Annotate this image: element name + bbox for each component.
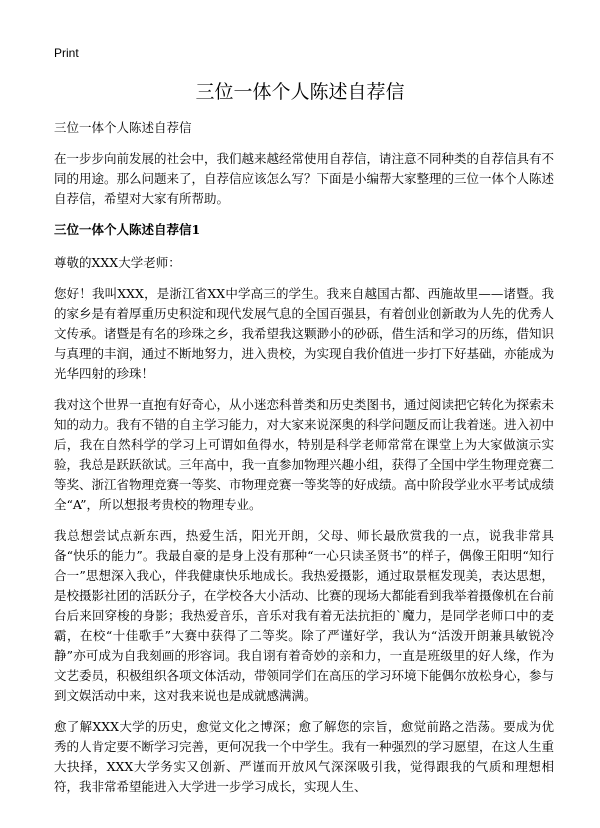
body-paragraph: 我对这个世界一直抱有好奇心，从小迷恋科普类和历史类图书，通过阅读把它转化为探索未知的动力。我有不错的自主学习能力，对大家来说深奥的科学问题反而让我着迷。进入初中后，我在自然科学的学习上可谓如鱼得水，特别是科学老师常常在课堂上为大家做演示实验，我总是跃跃欲试。三年高中，我一直参加物理兴趣小组，获得了全国中学生物理竞赛二等奖、浙江省物理竞赛一等奖、市物理竞赛一等奖等的好成绩。高中阶段学业水平考试成绩全“A”，所以想报考贵校的物理专业。 [54,397,555,512]
body-paragraph: 愈了解XXX大学的历史，愈觉文化之博深；愈了解您的宗旨，愈觉前路之浩荡。要成为优秀的人肯定要不断学习完善，更何况我一个中学生。我有一种强烈的学习愿望，在这人生重大抉择，XXX大学务实又创新、严谨而开放风气深深吸引我，觉得跟我的气质和理想相符，我非常希望能进入大学进一步学习成长，实现人生、 [54,719,555,794]
page-title: 三位一体个人陈述自荐信 [195,81,405,103]
document-body [54,118,554,808]
intro-paragraph: 在一步步向前发展的社会中，我们越来越经常使用自荐信，请注意不同种类的自荐信具有不同的用途。那么问题来了，自荐信应该怎么写？下面是小编帮大家整理的三位一体个人陈述自荐信，希望对大家有所帮助。 [54,151,555,206]
body-paragraph: 您好！我叫XXX，是浙江省XX中学高三的学生。我来自越国古都、西施故里——诸暨。我的家乡是有着厚重历史积淀和现代发展气息的全国百强县，有着创业创新敢为人先的优秀人文传承。诸暨是有名的珍珠之乡，我希望我这颗渺小的砂砾，借生活和学习的历练，借知识与真理的丰润，通过不断地努力，进入贵校，为实现自我价值进一步打下好基础，亦能成为光华四射的珍珠！ [54,286,555,381]
section-heading: 三位一体个人陈述自荐信1 [54,222,201,237]
salutation: 尊敬的XXX大学老师： [54,255,181,270]
document-subtitle: 三位一体个人陈述自荐信 [54,120,192,135]
body-paragraph: 我总想尝试点新东西，热爱生活，阳光开朗，父母、师长最欣赏我的一点，说我非常具备“快乐的能力”。我最自豪的是身上没有那种“一心只读圣贤书”的样子，偶像王阳明“知行合一”思想深入我心，伴我健康快乐地成长。我热爱摄影，通过取景框发现美，表达思想，是校摄影社团的活跃分子，在学校各大小活动、比赛的现场大都能看到我举着摄像机在台前台后来回穿梭的身影；我热爱音乐，音乐对我有着无法抗拒的`魔力，是同学老师口中的麦霸，在校“十佳歌手”大赛中获得了二等奖。除了严谨好学，我认为“活泼开朗兼具敏锐冷静”亦可成为自我刻画的形容词。我自诩有着奇妙的亲和力，一直是班级里的好人缘，作为文艺委员，积极组织各项文体活动，带领同学们在高压的学习环境下能偶尔放松身心，参与到文娱活动中来，这对我来说也是成就感满满。 [54,528,555,703]
print-label: Print [54,46,79,60]
